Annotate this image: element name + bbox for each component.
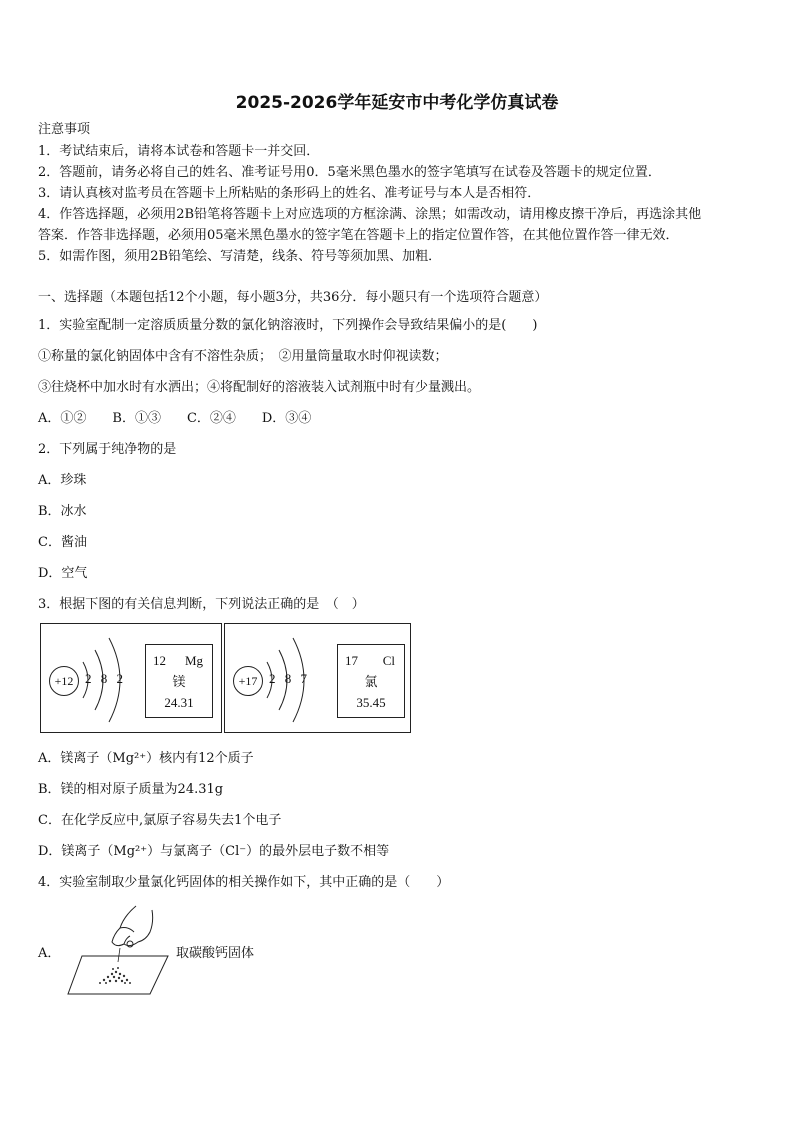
notice-item-4: 4．作答选择题，必须用2B铅笔将答题卡上对应选项的方框涂满、涂黑；如需改动，请用橡皮擦干净后，再选涂其他	[38, 207, 702, 222]
notice-heading: 注意事项	[38, 122, 91, 137]
q3-option-d: D．镁离子（Mg²⁺）与氯离子（Cl⁻）的最外层电子数不相等	[38, 844, 390, 859]
q3-stem: 3．根据下图的有关信息判断，下列说法正确的是 （ ）	[38, 597, 365, 612]
mg-name: 镁	[172, 674, 186, 689]
notice-item-1: 1．考试结束后，请将本试卷和答题卡一并交回．	[38, 144, 320, 159]
cl-symbol: Cl	[382, 653, 395, 668]
notice-item-5: 5．如需作图，须用2B铅笔绘、写清楚，线条、符号等须加黑、加粗．	[38, 249, 442, 264]
mg-element-card	[145, 644, 213, 718]
q1-stem: 1．实验室配制一定溶质质量分数的氯化钠溶液时，下列操作会导致结果偏小的是( )	[38, 318, 538, 333]
q1-line1: ①称量的氯化钠固体中含有不溶性杂质； ②用量筒量取水时仰视读数；	[38, 349, 448, 364]
q2-option-c: C．酱油	[38, 535, 87, 550]
q4-stem: 4．实验室制取少量氯化钙固体的相关操作如下，其中正确的是（ ）	[38, 875, 450, 890]
q4-option-a-label: A．	[38, 946, 61, 961]
mg-atom-diagram	[40, 623, 222, 733]
cl-nucleus: +17	[233, 666, 263, 696]
section-heading: 一、选择题（本题包括12个小题，每小题3分，共36分．每小题只有一个选项符合题意）	[38, 290, 548, 305]
cl-shell-electrons: 2 8 7	[269, 671, 310, 686]
page-title: 2025-2026学年延安市中考化学仿真试卷	[235, 93, 559, 113]
q2-stem: 2．下列属于纯净物的是	[38, 442, 177, 457]
q2-option-d: D．空气	[38, 566, 88, 581]
q1-line2: ③往烧杯中加水时有水洒出；④将配制好的溶液装入试剂瓶中时有少量溅出。	[38, 380, 481, 395]
notice-item-4-cont: 答案．作答非选择题，必须用05毫米黑色墨水的签字笔在答题卡上的指定位置作答，在其他位置作答一律无效．	[38, 228, 679, 243]
q3-option-c: C．在化学反应中,氯原子容易失去1个电子	[38, 813, 282, 828]
q3-option-b: B．镁的相对原子质量为24.31g	[38, 782, 224, 797]
cl-atom-diagram	[224, 623, 411, 733]
notice-item-3: 3．请认真核对监考员在答题卡上所粘贴的条形码上的姓名、准考证号与本人是否相符．	[38, 186, 541, 201]
hand-taking-solid-icon	[64, 904, 174, 998]
q4-option-a-text: 取碳酸钙固体	[176, 946, 255, 961]
notice-item-2: 2．答题前，请务必将自己的姓名、准考证号用0．5毫米黑色墨水的签字笔填写在试卷及答题卡的规定位置．	[38, 165, 661, 180]
cl-element-card	[337, 644, 405, 718]
mg-atomic-mass: 24.31	[164, 695, 194, 710]
cl-name: 氯	[364, 674, 378, 689]
cl-atomic-mass: 35.45	[356, 695, 386, 710]
q2-option-b: B．冰水	[38, 504, 87, 519]
mg-atomic-number: 12	[153, 653, 166, 668]
q2-option-a: A．珍珠	[38, 473, 87, 488]
q3-option-a: A．镁离子（Mg²⁺）核内有12个质子	[38, 751, 254, 766]
q1-options: A．①② B．①③ C．②④ D．③④	[38, 411, 312, 426]
cl-atomic-number: 17	[345, 653, 358, 668]
mg-symbol: Mg	[184, 653, 203, 668]
mg-nucleus: +12	[49, 666, 79, 696]
mg-shell-electrons: 2 8 2	[85, 671, 126, 686]
